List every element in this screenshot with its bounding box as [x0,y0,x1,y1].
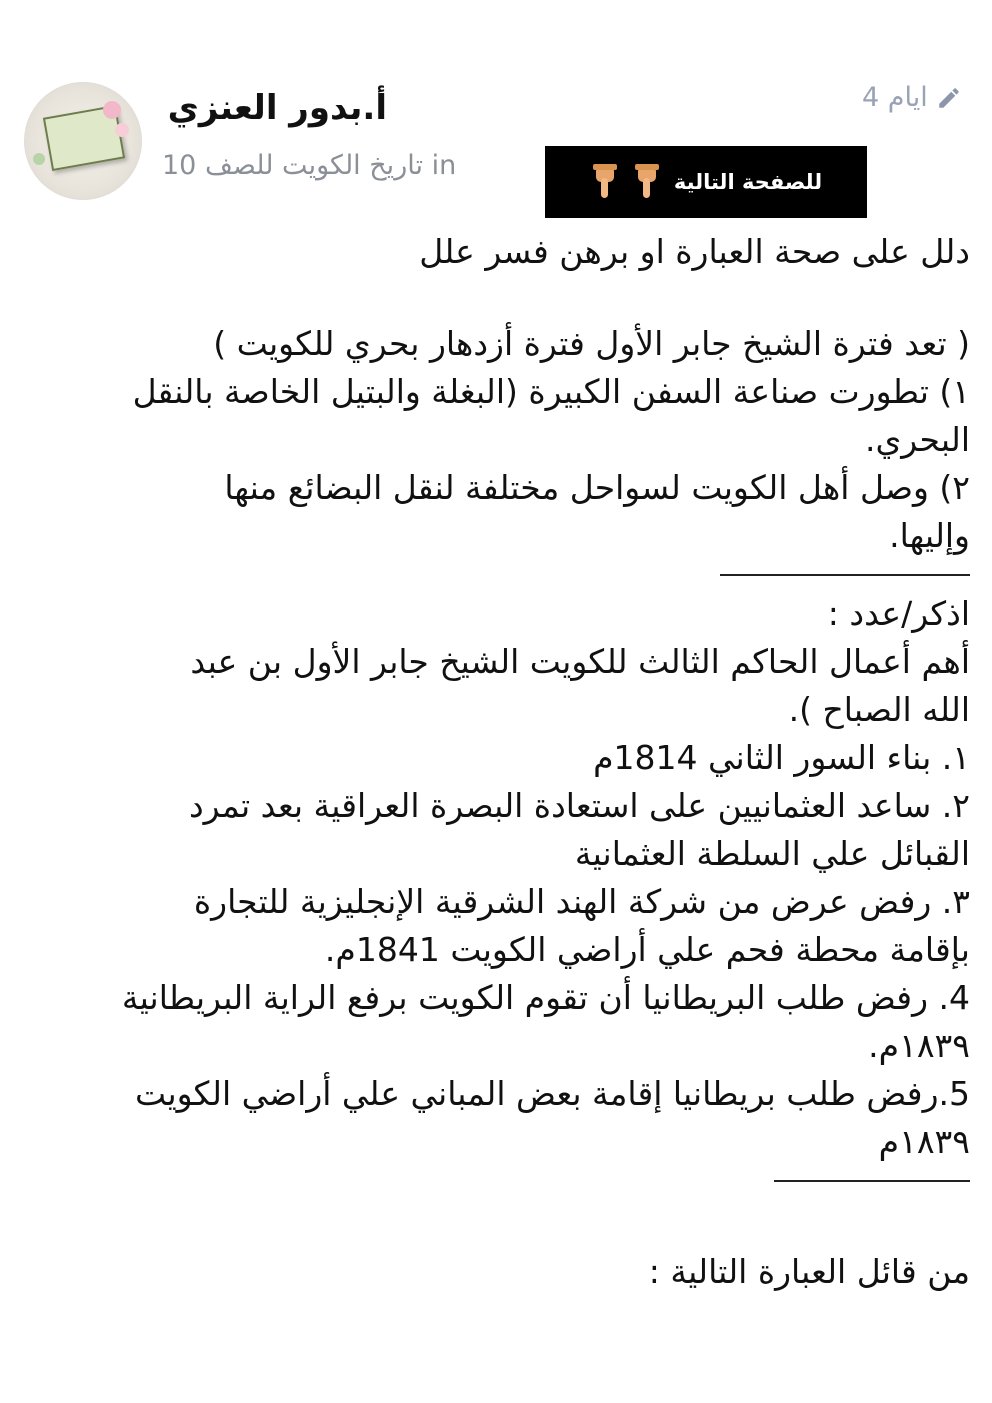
flower-decoration [115,123,129,137]
list-item: ٣. رفض عرض من شركة الهند الشرقية الإنجليزية للتجارة [193,882,970,921]
list-item: ١٨٣٩م. [868,1026,970,1065]
answer-line: البحري. [864,420,970,459]
flower-decoration [103,101,121,119]
answer-line: ١) تطورت صناعة السفن الكبيرة (البغلة والبتيل الخاصة بالنقل [132,372,970,411]
post-time[interactable] [862,82,962,113]
answer-line: وإليها. [889,516,970,555]
group-name[interactable]: تاريخ الكويت للصف 10 in [162,150,457,181]
pointing-down-hand-icon [590,162,620,202]
divider [774,1180,970,1182]
list-item: ١. بناء السور الثاني 1814م [593,738,970,777]
list-item: 4. رفض طلب البريطانيا أن تقوم الكويت برفع الراية البريطانية [121,978,970,1017]
statement: ( تعد فترة الشيخ جابر الأول فترة أزدهار بحري للكويت ) [213,324,970,363]
banner-text: للصفحة التالية [673,170,823,194]
question-line: الله الصباح ). [788,690,970,729]
list-item: بإقامة محطة فحم علي أراضي الكويت 1841م. [324,930,970,969]
post-body [20,228,970,1296]
pointing-down-hand-icon [632,162,662,202]
next-page-banner [545,146,867,218]
section-title: اذكر/عدد : [827,594,970,633]
list-item: ٢. ساعد العثمانيين على استعادة البصرة العراقية بعد تمرد [188,786,970,825]
avatar[interactable] [24,82,142,200]
list-item: القبائل علي السلطة العثمانية [574,834,970,873]
question-line: أهم أعمال الحاكم الثالث للكويت الشيخ جابر الأول بن عبد [190,642,970,681]
list-item: ١٨٣٩م [878,1122,970,1161]
divider [720,574,970,576]
leaf-decoration [33,153,45,165]
question-title: من قائل العبارة التالية : [648,1252,970,1291]
pencil-icon [936,85,962,111]
post-time-text: 4 ايام [862,82,928,113]
answer-line: ٢) وصل أهل الكويت لسواحل مختلفة لنقل البضائع منها [224,468,970,507]
list-item: 5.رفض طلب بريطانيا إقامة بعض المباني علي أراضي الكويت [135,1074,970,1113]
question-title: دلل على صحة العبارة او برهن فسر علل [419,232,970,271]
author-name[interactable]: أ.بدور العنزي [167,88,387,128]
